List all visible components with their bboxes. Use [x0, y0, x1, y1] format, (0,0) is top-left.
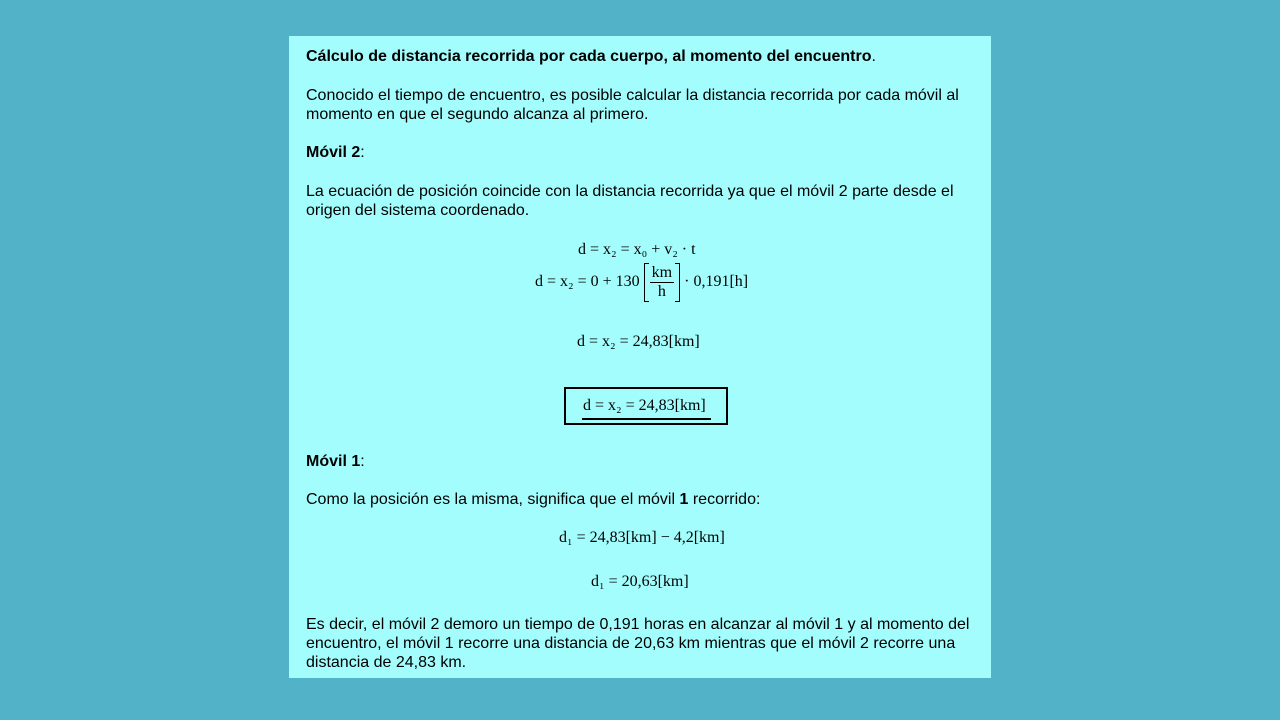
movil1-equation-1: d₁ = 24,83[km] − 4,2[km]	[559, 529, 725, 546]
intro-paragraph: Conocido el tiempo de encuentro, es posible calcular la distancia recorrida por cada móvil al momento en que el segundo alcanza al primero.	[306, 87, 959, 123]
movil1-equation-2: d₁ = 20,63[km]	[591, 573, 689, 590]
result-box	[564, 387, 728, 425]
result-underline	[582, 418, 711, 420]
movil1-paragraph	[306, 490, 986, 509]
movil1-text-bold: 1	[679, 491, 689, 508]
movil1-title-suffix: :	[360, 453, 365, 470]
section-heading	[306, 47, 986, 66]
boxed-result: d = x₂ = 24,83[km]	[583, 397, 706, 414]
unit-fraction	[644, 265, 680, 300]
movil2-equation-1: d = x₂ = x₀ + v₂ · t	[578, 241, 696, 258]
movil2-equation-2	[535, 265, 748, 300]
eq2-prefix: d = x₂ = 0 + 130	[535, 273, 640, 291]
section-heading-bold: Cálculo de distancia recorrida por cada cuerpo, al momento del encuentro	[306, 48, 872, 65]
section-heading-tail: .	[871, 48, 876, 65]
movil1-title	[306, 452, 986, 471]
movil1-title-text: Móvil 1	[306, 453, 361, 470]
unit-denominator: h	[657, 283, 666, 300]
movil2-title-text: Móvil 2	[306, 144, 361, 161]
movil2-title	[306, 143, 986, 162]
movil2-paragraph: La ecuación de posición coincide con la distancia recorrida ya que el móvil 2 parte desde el origen del sistema coordenado.	[306, 183, 954, 219]
movil1-text-pre: Como la posición es la misma, significa que el móvil	[306, 491, 680, 508]
movil1-text-post: recorrido:	[688, 491, 761, 508]
slide-panel	[289, 36, 991, 678]
conclusion-paragraph: Es decir, el móvil 2 demoro un tiempo de 0,191 horas en alcanzar al móvil 1 y al momento del encuentro, el móvil 1 recorre una distancia de 20,63 km mientras que el móvil 2 recorre una distancia de 24,83 km.	[306, 616, 970, 671]
movil2-title-suffix: :	[360, 144, 365, 161]
movil2-equation-3: d = x₂ = 24,83[km]	[577, 333, 700, 350]
unit-numerator: km	[651, 264, 673, 281]
eq2-suffix: · 0,191[h]	[684, 273, 749, 291]
